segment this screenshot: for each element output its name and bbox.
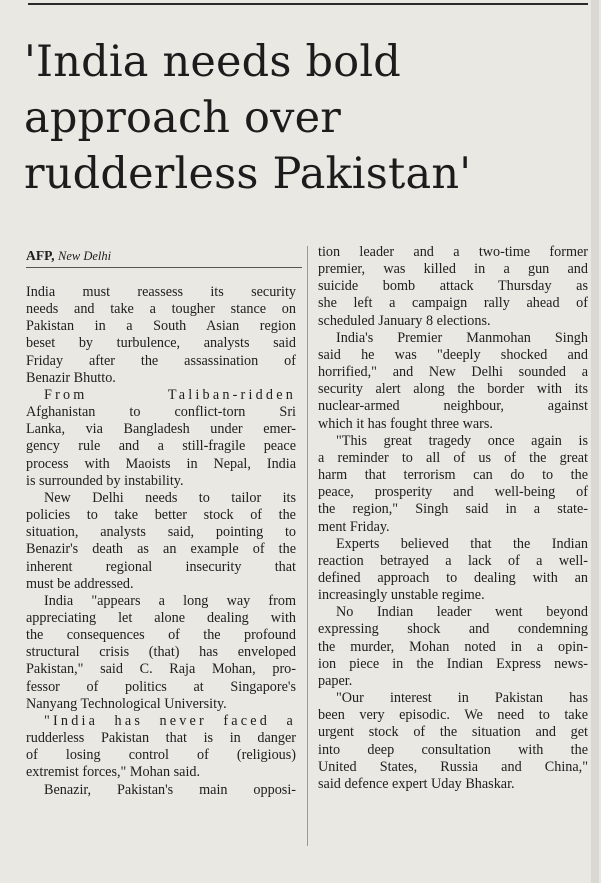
text-line: a reminder to all of us of the great bbox=[318, 449, 588, 466]
byline-place: New Delhi bbox=[57, 249, 112, 263]
text-line: process with Maoists in Nepal, India bbox=[26, 455, 296, 472]
text-line: Pakistan in a South Asian region bbox=[26, 318, 296, 335]
text-line: scheduled January 8 elections. bbox=[318, 312, 491, 329]
text-line: India "appears a long way from bbox=[44, 592, 296, 609]
text-line: security alert along the border with its bbox=[318, 381, 588, 398]
text-line: she left a campaign rally ahead of bbox=[318, 295, 588, 312]
text-line: ment Friday. bbox=[318, 518, 390, 535]
article-column-left bbox=[26, 246, 296, 799]
text-line: defined approach to dealing with an bbox=[318, 569, 588, 586]
text-line: Afghanistan to conflict-torn Sri bbox=[26, 404, 296, 421]
text-line: Nanyang Technological University. bbox=[26, 695, 227, 712]
text-line: the murder, Mohan noted in a opin- bbox=[318, 638, 588, 655]
text-line: Pakistan," said C. Raja Mohan, pro- bbox=[26, 661, 296, 678]
text-line: urgent stock of the situation and get bbox=[318, 724, 588, 741]
text-line: "India has never faced a bbox=[44, 712, 296, 729]
text-line: increasingly unstable regime. bbox=[318, 587, 485, 604]
column-divider bbox=[307, 246, 308, 846]
text-line: No Indian leader went beyond bbox=[336, 604, 588, 621]
text-line: ion piece in the Indian Express news- bbox=[318, 655, 588, 672]
text-line: of losing control of (religious) bbox=[26, 747, 296, 764]
headline-line: 'India needs bold bbox=[24, 37, 402, 87]
article-column-right bbox=[318, 244, 588, 793]
headline-line: rudderless Pakistan' bbox=[24, 149, 472, 199]
text-line: rudderless Pakistan that is in danger bbox=[26, 730, 296, 747]
text-line: India's Premier Manmohan Singh bbox=[336, 329, 588, 346]
text-line: harm that terrorism can do to the bbox=[318, 467, 588, 484]
text-line: New Delhi needs to tailor its bbox=[44, 489, 296, 506]
text-line: Benazir Bhutto. bbox=[26, 369, 116, 386]
text-line: Friday after the assassination of bbox=[26, 352, 296, 369]
text-line: peace, prosperity and well-being of bbox=[318, 484, 588, 501]
text-line: Benazir, Pakistan's main opposi- bbox=[44, 781, 296, 798]
text-line: premier, was killed in a gun and bbox=[318, 261, 588, 278]
text-line: expressing shock and condemning bbox=[318, 621, 588, 638]
top-rule bbox=[28, 3, 588, 5]
text-line: horrified," and New Delhi sounded a bbox=[318, 364, 588, 381]
text-line: nuclear-armed neighbour, against bbox=[318, 398, 588, 415]
headline bbox=[24, 34, 599, 202]
text-line: inherent regional insecurity that bbox=[26, 558, 296, 575]
text-line: Benazir's death as an example of the bbox=[26, 541, 296, 558]
text-line: United States, Russia and China," bbox=[318, 758, 588, 775]
text-line: beset by turbulence, analysts said bbox=[26, 335, 296, 352]
text-line: into deep consultation with the bbox=[318, 741, 588, 758]
text-line: situation, analysts said, pointing to bbox=[26, 524, 296, 541]
headline-line: approach over bbox=[24, 93, 341, 143]
text-line: been very episodic. We need to take bbox=[318, 707, 588, 724]
text-line: is surrounded by instability. bbox=[26, 472, 184, 489]
text-line: fessor of politics at Singapore's bbox=[26, 678, 296, 695]
byline-agency: AFP, bbox=[26, 248, 55, 263]
text-line: paper. bbox=[318, 672, 353, 689]
text-line: said defence expert Uday Bhaskar. bbox=[318, 775, 515, 792]
text-line: "This great tragedy once again is bbox=[336, 432, 588, 449]
text-line: needs and take a tougher stance on bbox=[26, 301, 296, 318]
page-edge bbox=[591, 0, 599, 883]
text-line: the consequences of the profound bbox=[26, 627, 296, 644]
text-line: policies to take better stock of the bbox=[26, 507, 296, 524]
text-line: Lanka, via Bangladesh under emer- bbox=[26, 421, 296, 438]
text-line: reaction betrayed a lack of a well- bbox=[318, 552, 588, 569]
text-line: suicide bomb attack Thursday as bbox=[318, 278, 588, 295]
text-line: the region," Singh said in a state- bbox=[318, 501, 588, 518]
text-line: India must reassess its security bbox=[26, 284, 296, 300]
text-line: "Our interest in Pakistan has bbox=[336, 690, 588, 707]
text-line: structural crisis (that) has enveloped bbox=[26, 644, 296, 661]
text-line: said he was "deeply shocked and bbox=[318, 346, 588, 363]
text-line: tion leader and a two-time former bbox=[318, 244, 588, 260]
text-line: gency rule and a still-fragile peace bbox=[26, 438, 296, 455]
text-line: appreciating let alone dealing with bbox=[26, 609, 296, 626]
byline bbox=[26, 246, 296, 266]
text-line: Experts believed that the Indian bbox=[336, 535, 588, 552]
text-line: From Taliban-ridden bbox=[44, 386, 296, 403]
text-line: extremist forces," Mohan said. bbox=[26, 764, 201, 781]
text-line: must be addressed. bbox=[26, 575, 134, 592]
text-line: which it has fought three wars. bbox=[318, 415, 493, 432]
